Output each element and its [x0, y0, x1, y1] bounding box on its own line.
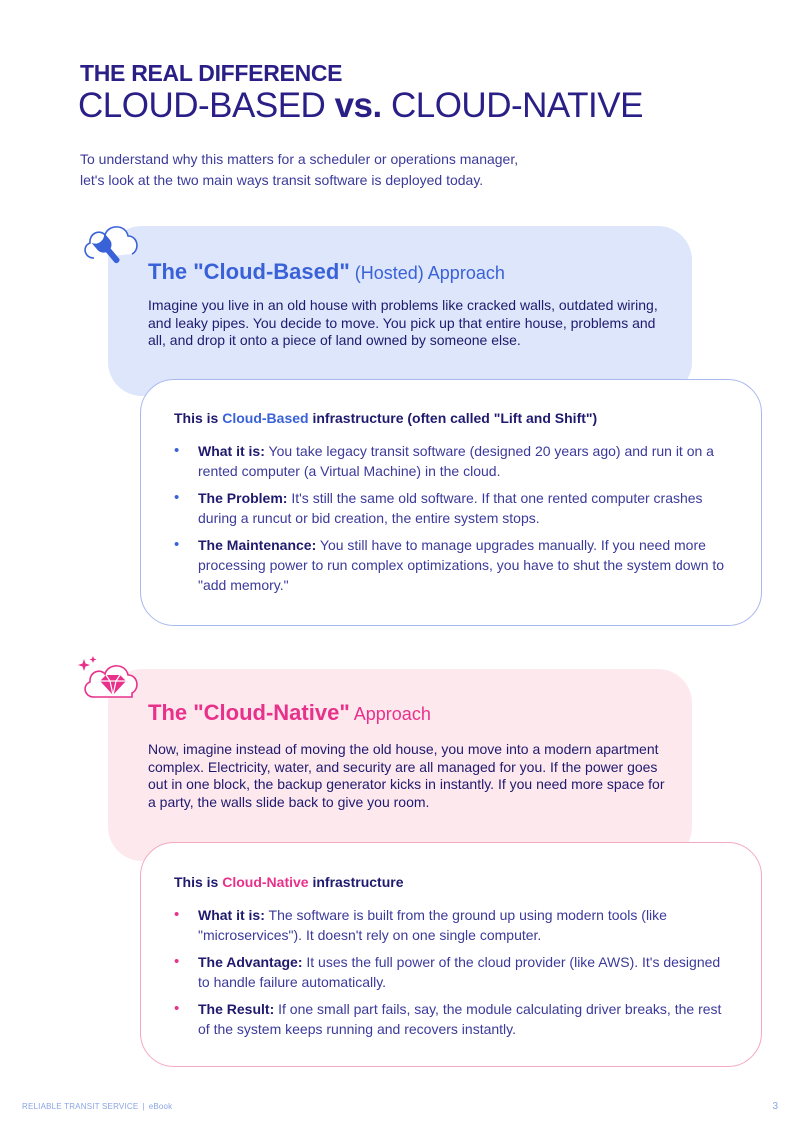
list-item [174, 952, 734, 992]
bullet-dot-icon: • [174, 489, 180, 506]
cloud-wrench-icon [80, 218, 144, 266]
bullet-dot-icon: • [174, 442, 180, 459]
infra-suffix: infrastructure [308, 874, 404, 890]
cloud-based-title-bold: The "Cloud-Based" [148, 259, 350, 284]
infra-suffix: infrastructure (often called "Lift and Shift") [308, 410, 598, 426]
bullet-text: It uses the full power of the cloud provider (like AWS). It's designed to handle failure automatically. [198, 954, 721, 990]
bullet-label: What it is: [198, 907, 265, 923]
title-cloud-native: CLOUD-NATIVE [390, 86, 643, 125]
bullet-dot-icon: • [174, 536, 180, 553]
page-number: 3 [772, 1101, 778, 1112]
footer-brand [22, 1102, 172, 1111]
bullet-text: You still have to manage upgrades manually. If you need more processing power to run complex optimizations, you have to shut the system down to "add memory." [198, 537, 725, 593]
intro-paragraph [80, 149, 600, 191]
bullet-dot-icon: • [174, 1000, 180, 1017]
bullet-text: The software is built from the ground up using modern tools (like "microservices"). It doesn't rely on one single computer. [198, 907, 667, 943]
cloud-native-infra-heading [174, 874, 404, 890]
bullet-text: It's still the same old software. If that one rented computer crashes during a runcut or bid creation, the entire system stops. [198, 490, 703, 526]
cloud-based-infra-heading [174, 410, 597, 426]
title-cloud-based: CLOUD-BASED [78, 86, 326, 125]
intro-line-1: To understand why this matters for a scheduler or operations manager, [80, 151, 519, 167]
bullet-text: If one small part fails, say, the module calculating driver breaks, the rest of the system keeps running and recovers instantly. [198, 1001, 722, 1037]
list-item [174, 488, 734, 528]
bullet-dot-icon: • [174, 906, 180, 923]
cloud-native-bullet-list [174, 905, 734, 1046]
list-item [174, 441, 734, 481]
list-item [174, 535, 734, 595]
bullet-label: What it is: [198, 443, 265, 459]
infra-highlight-cloud-based: Cloud-Based [222, 410, 309, 426]
bullet-label: The Result: [198, 1001, 275, 1017]
cloud-native-title-bold: The "Cloud-Native" [148, 700, 350, 725]
bullet-label: The Maintenance: [198, 537, 317, 553]
cloud-native-title [148, 700, 431, 726]
page-kicker: THE REAL DIFFERENCE [80, 60, 343, 86]
cloud-gem-sparkle-icon [76, 655, 144, 703]
bullet-text: You take legacy transit software (designed 20 years ago) and run it on a rented computer (a Virtual Machine) in the cloud. [198, 443, 714, 479]
intro-line-2: let's look at the two main ways transit software is deployed today. [80, 172, 484, 188]
footer-brand-name: RELIABLE TRANSIT SERVICE [22, 1102, 139, 1111]
cloud-native-description: Now, imagine instead of moving the old house, you move into a modern apartment complex. Electricity, water, and security are all managed for you. If the power goes out in one block, the backup generator kicks in instantly. If you need more space for a party, the walls slide back to give you room. [148, 741, 665, 810]
title-vs: vs. [334, 86, 382, 125]
page-title [78, 86, 643, 126]
bullet-dot-icon: • [174, 953, 180, 970]
footer-doc-type: eBook [148, 1102, 173, 1111]
infra-prefix: This is [174, 874, 223, 890]
cloud-based-title-light: (Hosted) Approach [349, 263, 505, 283]
cloud-based-bullet-list [174, 441, 734, 602]
list-item [174, 999, 734, 1039]
infra-prefix: This is [174, 410, 223, 426]
bullet-label: The Advantage: [198, 954, 303, 970]
infra-highlight-cloud-native: Cloud-Native [222, 874, 309, 890]
cloud-based-title [148, 259, 505, 285]
cloud-based-description: Imagine you live in an old house with problems like cracked walls, outdated wiring, and leaky pipes. You decide to move. You pick up that entire house, problems and all, and drop it onto a piece of land owned by someone else. [148, 297, 658, 348]
footer-separator: | [142, 1102, 145, 1111]
list-item [174, 905, 734, 945]
cloud-native-title-light: Approach [349, 704, 431, 724]
bullet-label: The Problem: [198, 490, 288, 506]
